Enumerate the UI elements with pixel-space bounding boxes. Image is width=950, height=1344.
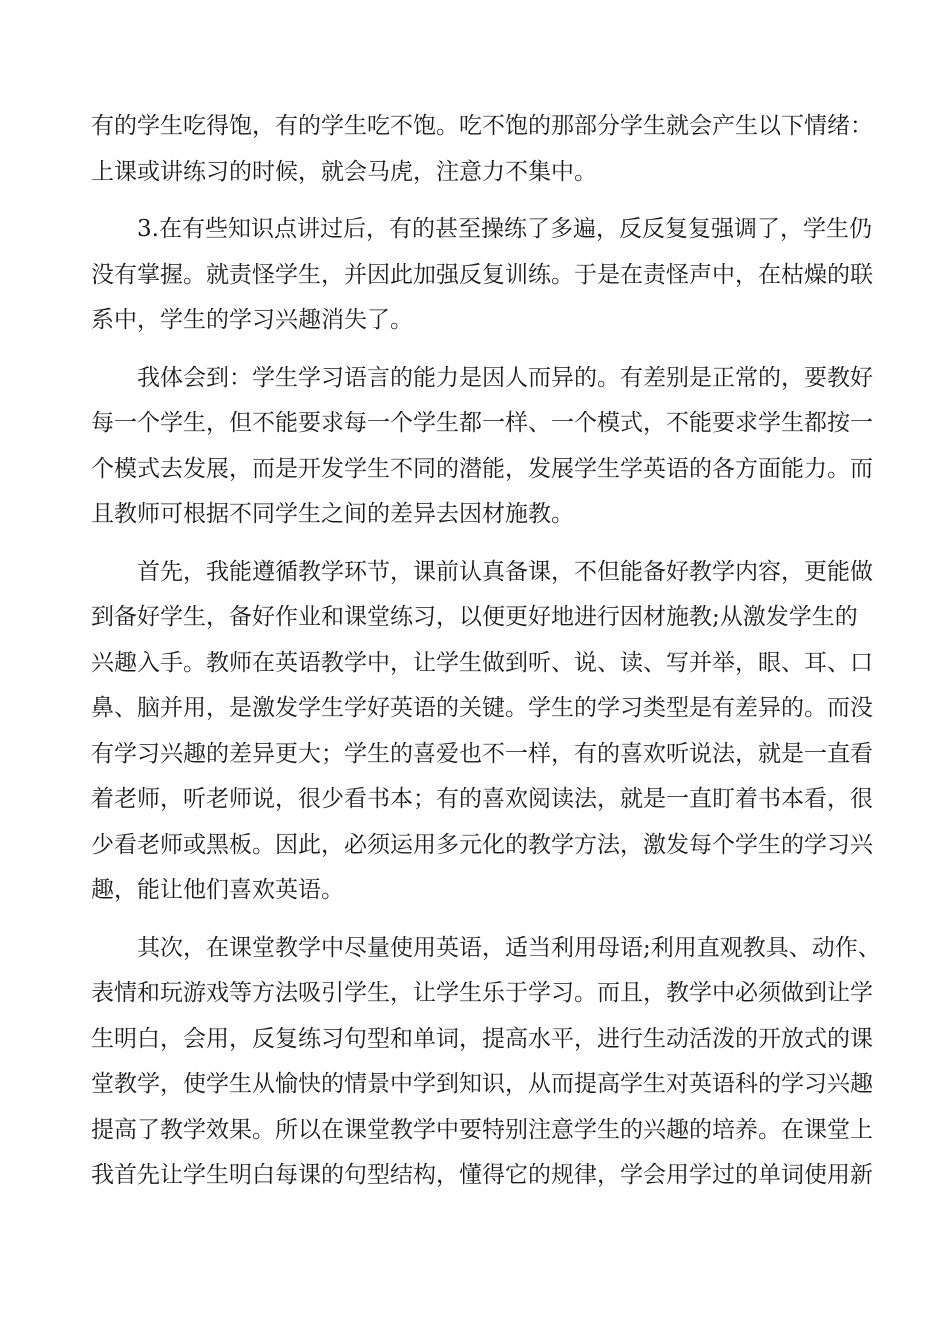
text-line: 我体会到：学生学习语言的能力是因人而异的。有差别是正常的，要教好	[91, 364, 873, 391]
text-line: 首先，我能遵循教学环节，课前认真备课，不但能备好教学内容，更能做	[91, 558, 873, 585]
text-line: 到备好学生，备好作业和课堂练习，以便更好地进行因材施教;从激发学生的	[91, 604, 858, 630]
paragraph-gap	[91, 914, 861, 926]
paragraph-gap	[91, 538, 861, 550]
text-line: 有学习兴趣的差异更大；学生的喜爱也不一样，有的喜欢听说法，就是一直看	[91, 740, 873, 767]
text-line: 堂教学，使学生从愉快的情景中学到知识，从而提高学生对英语科的学习兴趣	[91, 1071, 873, 1097]
text-line: 3.在有些知识点讲过后，有的甚至操练了多遍，反反复复强调了，学生仍	[91, 216, 872, 242]
text-line: 个模式去发展，而是开发学生不同的潜能，发展学生学英语的各方面能力。而	[91, 455, 873, 482]
text-line: 趣，能让他们喜欢英语。	[91, 877, 344, 903]
text-line: 表情和玩游戏等方法吸引学生，让学生乐于学习。而且，教学中必须做到让学	[91, 980, 873, 1006]
body-text	[91, 104, 881, 1199]
text-line: 系中，学生的学习兴趣消失了。	[91, 307, 413, 333]
text-line: 没有掌握。就责怪学生，并因此加强反复训练。于是在责怪声中，在枯燥的联	[91, 261, 873, 288]
text-line: 生明白，会用，反复练习句型和单词，提高水平，进行生动活泼的开放式的课	[91, 1025, 873, 1052]
text-line: 其次，在课堂教学中尽量使用英语，适当利用母语;利用直观教具、动作、	[91, 934, 881, 961]
text-line: 鼻、脑并用，是激发学生学好英语的关键。学生的学习类型是有差异的。而没	[91, 695, 873, 721]
text-line: 兴趣入手。教师在英语教学中，让学生做到听、说、读、写并举，眼、耳、口	[91, 649, 873, 676]
text-line: 少看老师或黑板。因此，必须运用多元化的教学方法，激发每个学生的学习兴	[91, 831, 873, 858]
paragraph-gap	[91, 344, 861, 356]
text-line: 每一个学生，但不能要求每一个学生都一样、一个模式，不能要求学生都按一	[91, 410, 873, 436]
text-line: 提高了教学效果。所以在课堂教学中要特别注意学生的兴趣的培养。在课堂上	[91, 1116, 873, 1143]
text-line: 有的学生吃得饱，有的学生吃不饱。吃不饱的那部分学生就会产生以下情绪：	[91, 113, 873, 139]
paragraph-gap	[91, 195, 861, 207]
text-line: 着老师，听老师说，很少看书本；有的喜欢阅读法，就是一直盯着书本看，很	[91, 786, 873, 812]
text-line: 上课或讲练习的时候，就会马虎，注意力不集中。	[91, 158, 597, 185]
text-line: 且教师可根据不同学生之间的差异去因材施教。	[91, 501, 574, 527]
text-line: 我首先让学生明白每课的句型结构，懂得它的规律，学会用学过的单词使用新	[91, 1162, 873, 1188]
